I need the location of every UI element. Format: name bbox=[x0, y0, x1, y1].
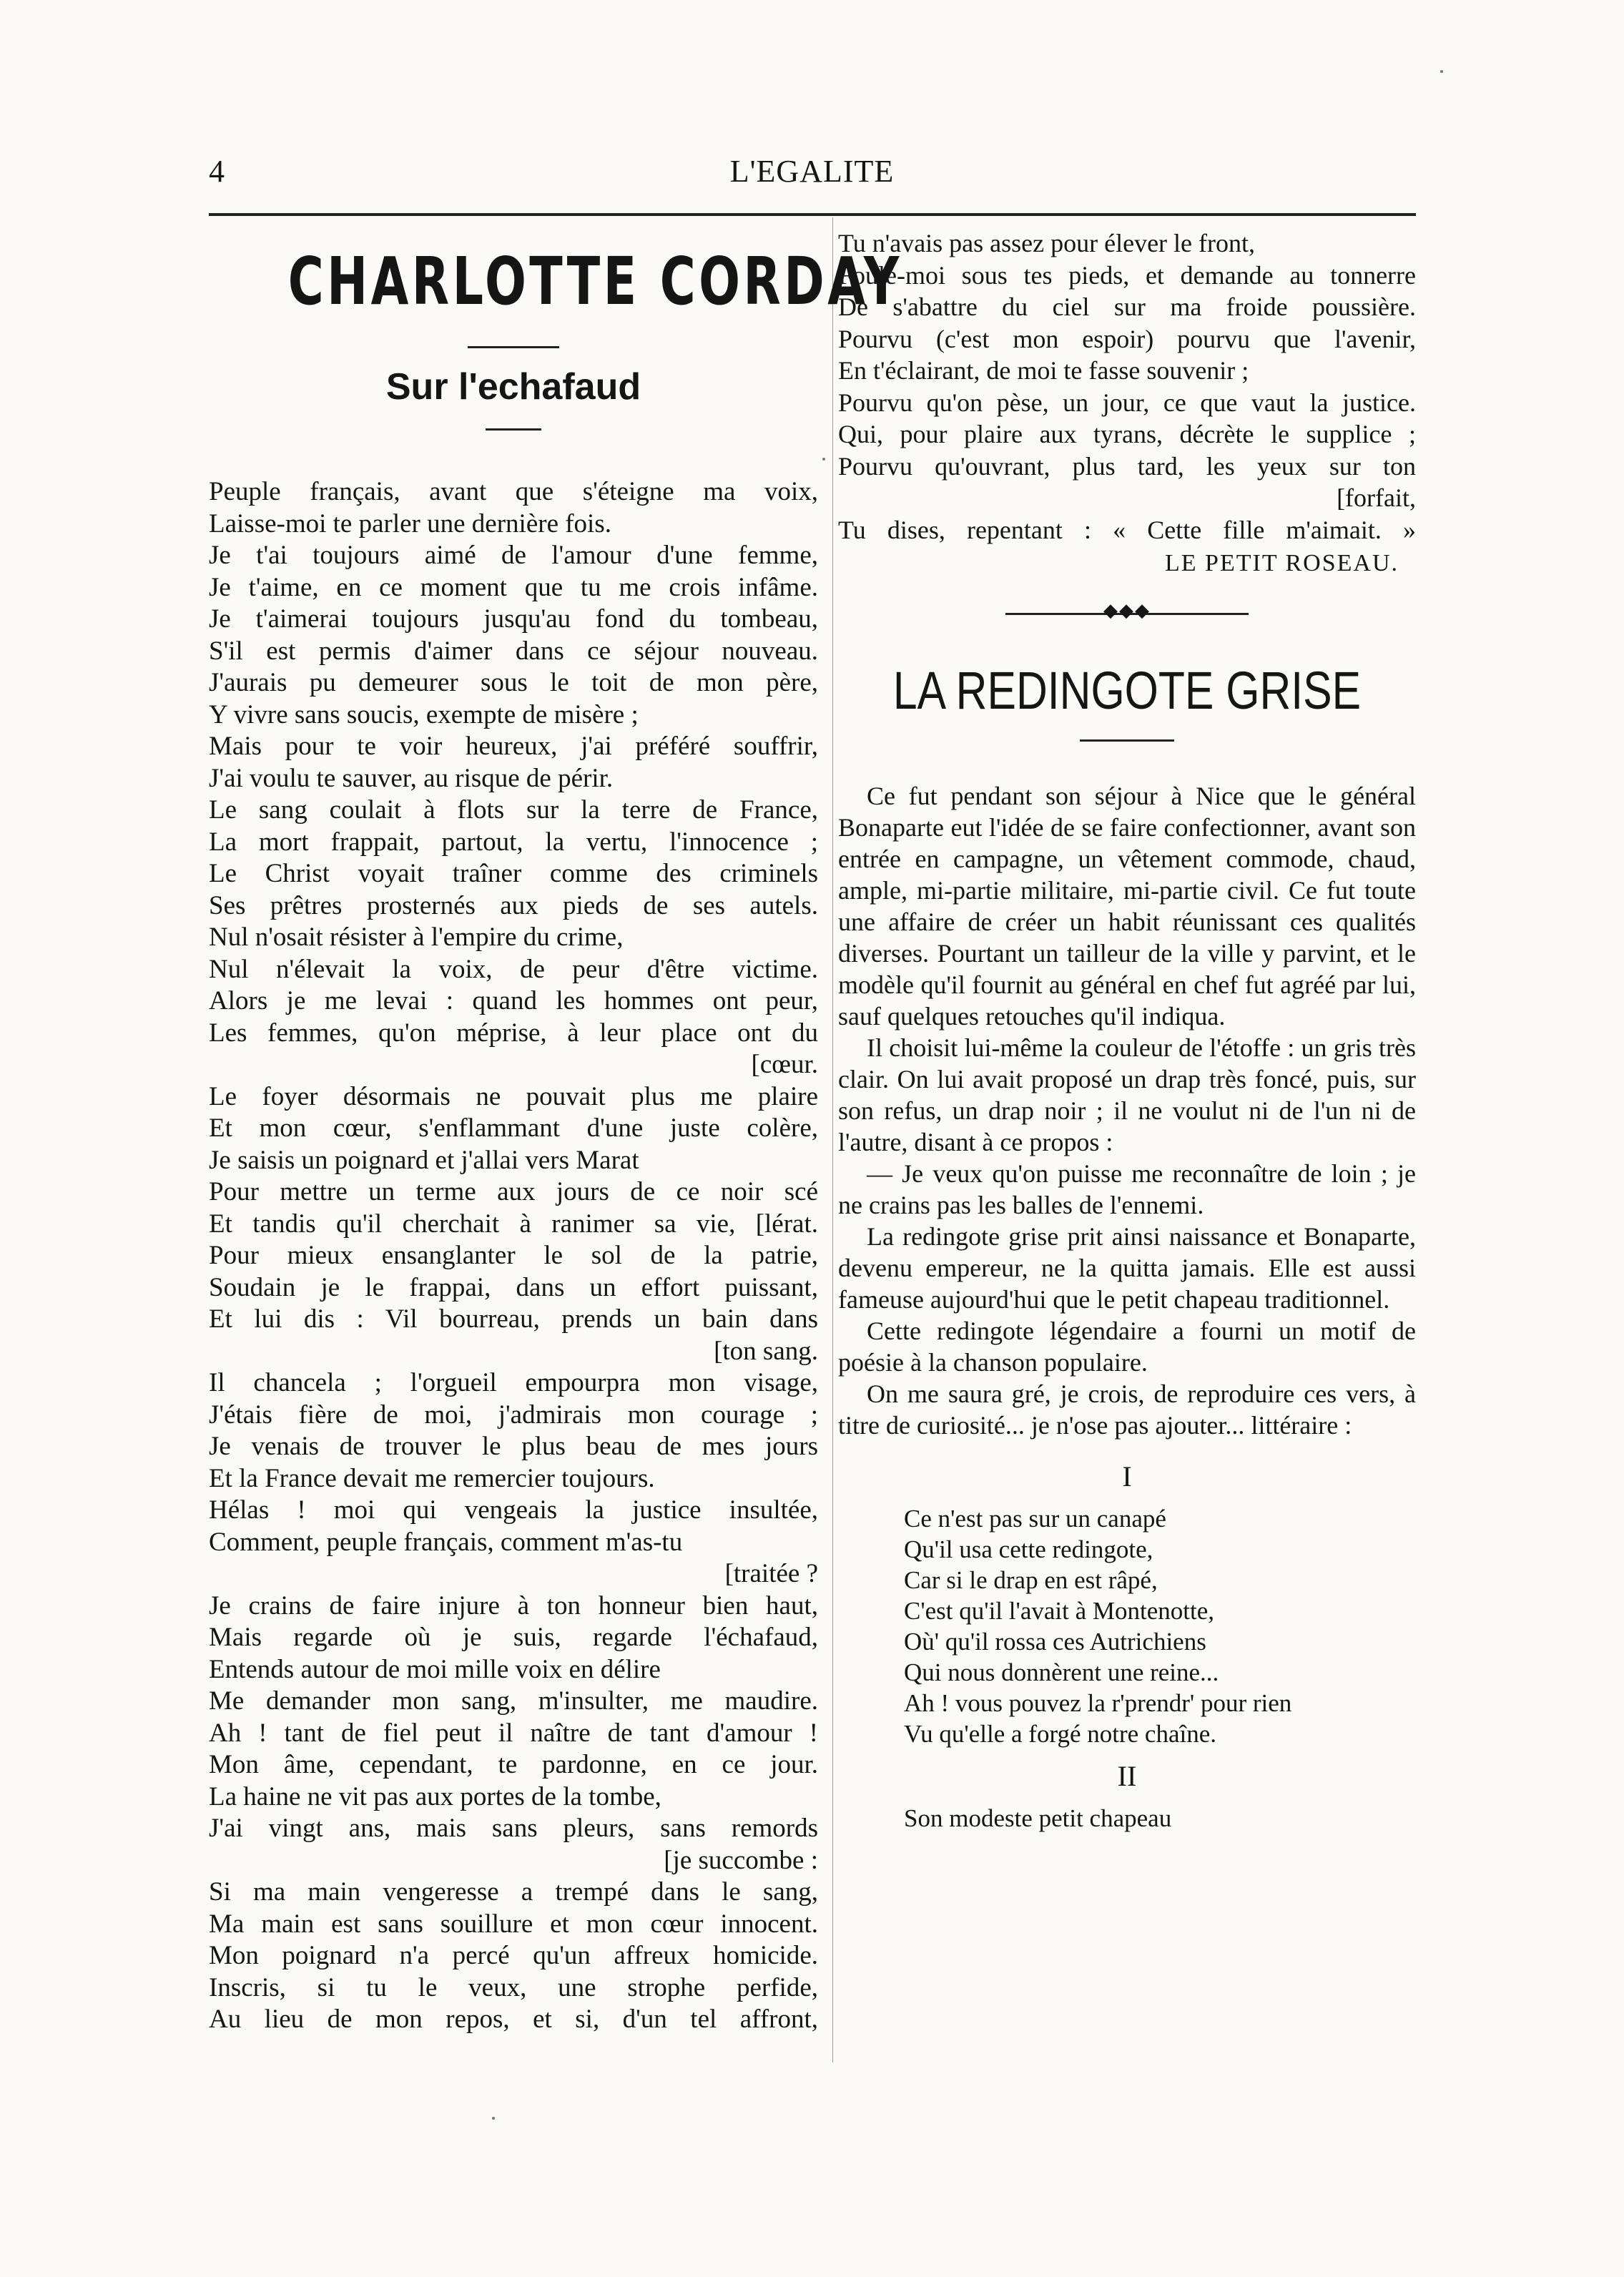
verse-line: Comment, peuple français, comment m'as-tu bbox=[209, 1527, 683, 1557]
verse-line: [traitée ? bbox=[724, 1559, 818, 1588]
verse-line: Je crains de faire injure à ton honneur bien haut, bbox=[209, 1590, 818, 1621]
article-title-charlotte-corday: CHARLOTTE CORDAY bbox=[287, 243, 902, 320]
verse-line: La haine ne vit pas aux portes de la tombe, bbox=[209, 1781, 661, 1811]
ornament-dots: ◆◆◆ bbox=[1103, 600, 1151, 621]
verse-line: Laisse-moi te parler une dernière fois. bbox=[209, 508, 611, 538]
print-speck bbox=[492, 2117, 495, 2120]
verse-line: Pourvu qu'on pèse, un jour, ce que vaut la justice. bbox=[838, 388, 1416, 417]
paragraph: On me saura gré, je crois, de reproduire ces vers, à titre de curiosité... je n'ose pas ajouter... littéraire : bbox=[838, 1380, 1416, 1440]
poem-continued bbox=[838, 227, 1416, 546]
print-speck bbox=[1440, 70, 1443, 73]
verse-line: La mort frappait, partout, la vertu, l'innocence ; bbox=[209, 827, 818, 857]
left-column bbox=[209, 227, 902, 2036]
verse-line: [je succombe : bbox=[664, 1845, 818, 1875]
poem-signature: LE PETIT ROSEAU. bbox=[1165, 550, 1399, 576]
verse-line: Je t'aime, en ce moment que tu me crois infâme. bbox=[209, 572, 818, 602]
article-title-redingote-grise: LA REDINGOTE GRISE bbox=[892, 661, 1362, 720]
verse-line: Nul n'élevait la voix, de peur d'être victime. bbox=[209, 954, 818, 984]
verse-line: Et lui dis : Vil bourreau, prends un bain dans bbox=[209, 1304, 818, 1334]
verse-line: Son modeste petit chapeau bbox=[904, 1804, 1172, 1832]
verse-line: Si ma main vengeresse a trempé dans le sang, bbox=[209, 1877, 818, 1907]
stanza-number: II bbox=[1117, 1760, 1137, 1792]
print-speck bbox=[822, 458, 825, 461]
verse-line: Mais pour te voir heureux, j'ai préféré souffrir, bbox=[209, 732, 818, 761]
verse-line: Qu'il usa cette redingote, bbox=[904, 1535, 1153, 1563]
verse-line: Inscris, si tu le veux, une strophe perfide, bbox=[209, 1972, 818, 2002]
verse-line: Vu qu'elle a forgé notre chaîne. bbox=[904, 1720, 1216, 1748]
verse-line: Peuple français, avant que s'éteigne ma voix, bbox=[209, 477, 818, 506]
verse-line: Hélas ! moi qui vengeais la justice insultée, bbox=[209, 1495, 818, 1525]
verse-line: Ah ! vous pouvez la r'prendr' pour rien bbox=[904, 1689, 1292, 1717]
verse-line: Foule-moi sous tes pieds, et demande au tonnerre bbox=[838, 260, 1416, 290]
verse-line: Le foyer désormais ne pouvait plus me plaire bbox=[209, 1081, 818, 1111]
verse-line: J'ai vingt ans, mais sans pleurs, sans remords bbox=[209, 1814, 818, 1843]
verse-line: Y vivre sans soucis, exempte de misère ; bbox=[209, 699, 639, 729]
verse-line: Ma main est sans souillure et mon cœur innocent. bbox=[209, 1909, 818, 1939]
verse-line: Pour mettre un terme aux jours de ce noir scé bbox=[209, 1177, 818, 1206]
verse-line: Car si le drap en est râpé, bbox=[904, 1566, 1158, 1594]
verse-line: Les femmes, qu'on méprise, à leur place ont du bbox=[209, 1018, 818, 1048]
stanza bbox=[838, 1503, 1416, 1749]
song bbox=[838, 1460, 1416, 1834]
poem bbox=[209, 476, 818, 2036]
verse-line: Qui, pour plaire aux tyrans, décrète le supplice ; bbox=[838, 420, 1416, 448]
newspaper-title: L'EGALITE bbox=[729, 154, 895, 189]
verse-line: Pour mieux ensanglanter le sol de la patrie, bbox=[209, 1241, 818, 1270]
stanza bbox=[838, 1803, 1416, 1834]
verse-line: Tu n'avais pas assez pour élever le front, bbox=[838, 229, 1255, 257]
verse-line: Mon âme, cependant, te pardonne, en ce jour. bbox=[209, 1750, 818, 1779]
article-body bbox=[838, 780, 1416, 1441]
verse-line: Qui nous donnèrent une reine... bbox=[904, 1658, 1219, 1686]
verse-line: [cœur. bbox=[751, 1050, 818, 1079]
paragraph-dialogue: — Je veux qu'on puisse me reconnaître de loin ; je ne crains pas les balles de l'ennemi. bbox=[838, 1159, 1416, 1219]
verse-line: Alors je me levai : quand les hommes ont peur, bbox=[209, 986, 818, 1015]
paragraph: Il choisit lui-même la couleur de l'étoffe : un gris très clair. On lui avait proposé un drap très foncé, puis, sur son refus, un drap noir ; il ne voulut ni de l'un ni de l'autre, disant à ce propos : bbox=[838, 1033, 1416, 1156]
verse-line: Et mon cœur, s'enflammant d'une juste colère, bbox=[209, 1113, 818, 1143]
paragraph: Cette redingote légendaire a fourni un motif de poésie à la chanson populaire. bbox=[838, 1317, 1416, 1377]
subtitle-rule bbox=[486, 428, 541, 431]
verse-line: Je venais de trouver le plus beau de mes jours bbox=[209, 1432, 818, 1461]
verse-line: Le Christ voyait traîner comme des criminels bbox=[209, 859, 818, 888]
verse-line: C'est qu'il l'avait à Montenotte, bbox=[904, 1597, 1214, 1625]
stanza-number: I bbox=[1122, 1460, 1132, 1492]
verse-line: Il chancela ; l'orgueil empourpra mon visage, bbox=[209, 1368, 818, 1397]
verse-line: Où' qu'il rossa ces Autrichiens bbox=[904, 1628, 1206, 1656]
verse-line: Et tandis qu'il cherchait à ranimer sa vie, [lérat. bbox=[209, 1209, 818, 1239]
ornamental-rule bbox=[1005, 600, 1249, 624]
header-rule bbox=[209, 213, 1416, 216]
verse-line: Ce n'est pas sur un canapé bbox=[904, 1505, 1166, 1533]
paragraph: Ce fut pendant son séjour à Nice que le général Bonaparte eut l'idée de se faire confectionner, avant son entrée en campagne, un vêtement commode, chaud, ample, mi-partie militaire, mi-partie civil. Ce fut toute une affaire de créer un habit réunissant ces qualités diverses. Pourtant un tailleur de la ville y parvint, et le modèle qu'il fournit au général en chef fut agréé par lui, sauf quelques retouches qu'il indiqua. bbox=[838, 782, 1416, 1031]
verse-line: Nul n'osait résister à l'empire du crime, bbox=[209, 923, 624, 952]
verse-line: Et la France devait me remercier toujours. bbox=[209, 1463, 655, 1493]
verse-line: Tu dises, repentant : « Cette fille m'aimait. » bbox=[838, 515, 1416, 544]
verse-line: Au lieu de mon repos, et si, d'un tel affront, bbox=[209, 2005, 818, 2034]
verse-line: Ah ! tant de fiel peut il naître de tant d'amour ! bbox=[209, 1718, 818, 1748]
title-rule bbox=[468, 346, 559, 348]
verse-line: Me demander mon sang, m'insulter, me maudire. bbox=[209, 1686, 818, 1716]
verse-line: J'ai voulu te sauver, au risque de périr. bbox=[209, 763, 614, 793]
verse-line: Le sang coulait à flots sur la terre de France, bbox=[209, 795, 818, 825]
verse-line: J'aurais pu demeurer sous le toit de mon père, bbox=[209, 668, 818, 697]
verse-line: [forfait, bbox=[1337, 483, 1416, 512]
verse-line: S'il est permis d'aimer dans ce séjour nouveau. bbox=[209, 636, 818, 666]
page-number: 4 bbox=[209, 154, 225, 189]
verse-line: Mais regarde où je suis, regarde l'échafaud, bbox=[209, 1623, 818, 1652]
verse-line: Pourvu (c'est mon espoir) pourvu que l'avenir, bbox=[838, 324, 1416, 353]
column-divider bbox=[832, 217, 833, 2062]
verse-line: Entends autour de moi mille voix en délire bbox=[209, 1654, 661, 1684]
right-column bbox=[838, 227, 1416, 1834]
verse-line: Je saisis un poignard et j'allai vers Marat bbox=[209, 1145, 639, 1175]
verse-line: Mon poignard n'a percé qu'un affreux homicide. bbox=[209, 1941, 818, 1970]
article-subtitle: Sur l'echafaud bbox=[385, 366, 641, 408]
paragraph: La redingote grise prit ainsi naissance et Bonaparte, devenu empereur, ne la quitta jamais. Elle est aussi fameuse aujourd'hui que le petit chapeau traditionnel. bbox=[838, 1222, 1416, 1314]
verse-line: Soudain je le frappai, dans un effort puissant, bbox=[209, 1272, 818, 1302]
verse-line: Je t'ai toujours aimé de l'amour d'une femme, bbox=[209, 541, 818, 570]
verse-line: Ses prêtres prosternés aux pieds de ses autels. bbox=[209, 890, 818, 920]
verse-line: [ton sang. bbox=[714, 1336, 818, 1366]
verse-line: J'étais fière de moi, j'admirais mon courage ; bbox=[209, 1400, 818, 1430]
title-rule bbox=[1080, 739, 1174, 742]
verse-line: Pourvu qu'ouvrant, plus tard, les yeux sur ton bbox=[838, 451, 1416, 481]
verse-line: En t'éclairant, de moi te fasse souvenir ; bbox=[838, 356, 1249, 385]
verse-line: Je t'aimerai toujours jusqu'au fond du tombeau, bbox=[209, 604, 818, 634]
verse-line: De s'abattre du ciel sur ma froide poussière. bbox=[838, 292, 1416, 321]
